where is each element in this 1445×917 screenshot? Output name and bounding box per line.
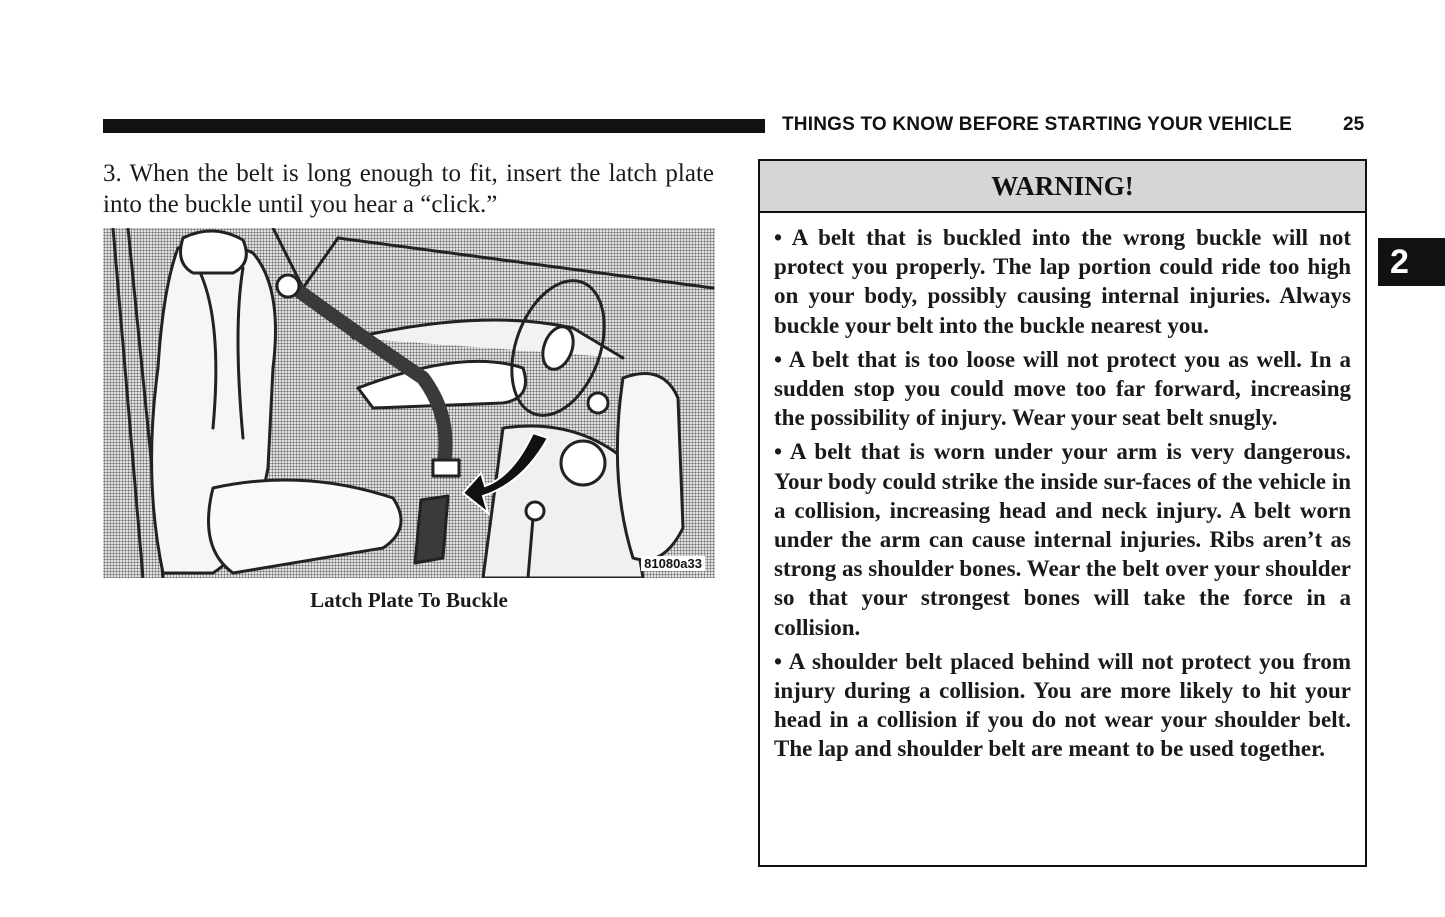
door-frame-line [113, 228, 143, 578]
seat-belt-illustration [103, 228, 715, 578]
figure-caption: Latch Plate To Buckle [310, 588, 508, 612]
belt-anchor [277, 275, 299, 297]
headrest-shape [181, 231, 247, 273]
warning-body [760, 213, 1365, 764]
shoulder-belt [288, 283, 446, 468]
warning-item-loose-belt: • A belt that is too loose will not protect you as well. In a sudden stop you could move too far forward, increasing the possibility of injury. Wear your seat belt snugly. [774, 346, 1351, 431]
page-number: 25 [1343, 114, 1365, 135]
step-instruction: 3. When the belt is long enough to fit, insert the latch plate into the buckle until you hear a “click.” [103, 160, 714, 218]
warning-item-wrong-buckle: • A belt that is buckled into the wrong buckle will not protect you properly. The lap portion could ride too high on your body, possibly causing internal injuries. Always buckle your belt into the buckle nearest you. [774, 225, 1351, 338]
latch-plate [433, 460, 459, 476]
section-tab: 2 [1378, 238, 1445, 286]
seat-cushion-shape [209, 480, 402, 573]
warning-item-under-arm: • A belt that is worn under your arm is very dangerous. Your body could strike the inside sur-faces of the vehicle in a collision, increasing head and neck injury. A belt worn under the arm can cause internal injuries. Ribs aren’t as strong as shoulder bones. Wear the belt over your shoulder so that your strongest bones will take the force in a collision. [774, 439, 1351, 640]
header-rule [103, 119, 765, 133]
warning-title: WARNING! [760, 161, 1365, 213]
warning-box [758, 159, 1367, 867]
figure-code: 81080a33 [641, 556, 705, 571]
section-title: THINGS TO KNOW BEFORE STARTING YOUR VEHICLE [782, 114, 1293, 135]
car-interior-drawing [103, 228, 715, 578]
warning-item-behind-shoulder: • A shoulder belt placed behind will not protect you from injury during a collision. You are more likely to hit your head in a collision if you do not wear your shoulder belt. The lap and shoulder belt are meant to be used together. [774, 648, 1351, 762]
buckle-shape [415, 496, 448, 563]
